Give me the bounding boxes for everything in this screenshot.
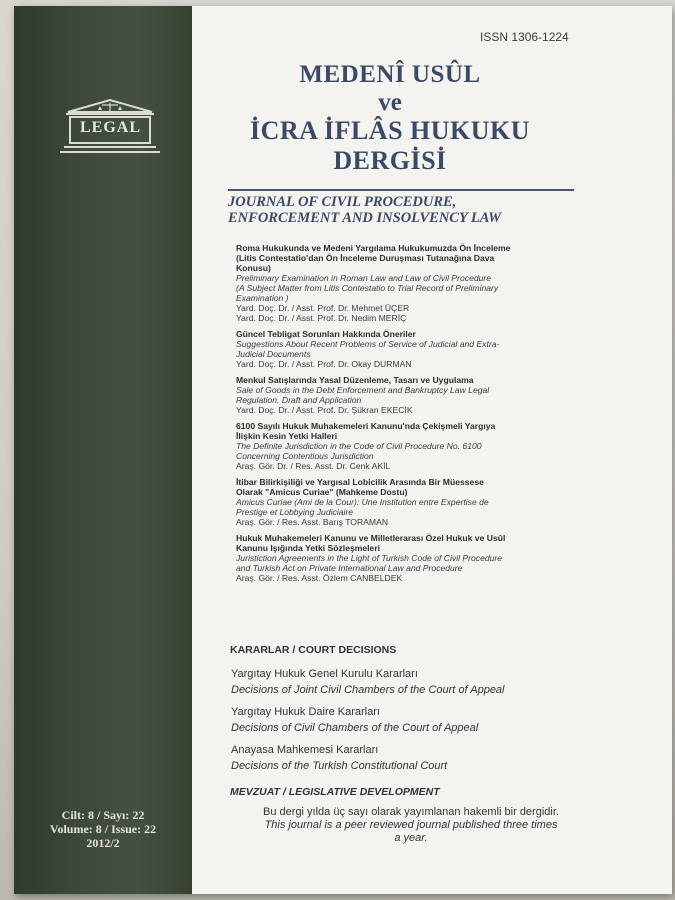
article-title-en: Regulation, Draft and Application	[236, 395, 362, 405]
article-title-tr: Hukuk Muhakemeleri Kanunu ve Milletlerarası Özel Hukuk ve Usûl	[236, 533, 506, 543]
volume-year: 2012/2	[86, 836, 120, 850]
article-title-tr: İlişkin Kesin Yetki Halleri	[236, 431, 338, 441]
journal-english-title	[228, 194, 588, 226]
article-title-tr: Konusu)	[236, 263, 271, 273]
journal-title	[240, 60, 540, 176]
title-line-2: ve	[378, 89, 402, 116]
subtitle-line-2: ENFORCEMENT AND INSOLVENCY LAW	[228, 210, 502, 226]
title-line-1: MEDENÎ USÛL	[299, 61, 481, 88]
article-author: Araş. Gör. / Res. Asst. Özlem CANBELDEK	[236, 573, 403, 583]
article-title-en: Judicial Documents	[236, 349, 311, 359]
article-entry	[236, 477, 588, 527]
article-title-en: Juristiction Agreements in the Light of Turkish Code of Civil Procedure	[236, 553, 503, 563]
note-en-line-1: This journal is a peer reviewed journal published three times	[264, 819, 558, 831]
article-title-en: Preliminary Examination in Roman Law and Law of Civil Procedure	[236, 273, 492, 283]
issn-number: ISSN 1306-1224	[480, 30, 569, 44]
article-title-tr: Roma Hukukunda ve Medeni Yargılama Hukukumuzda Ön İnceleme	[236, 243, 511, 253]
peer-review-note	[226, 806, 596, 845]
article-title-en: Amicus Curiae (Ami de la Cour): Une Institution entre Expertise de	[236, 497, 489, 507]
article-title-en: Examination )	[236, 293, 289, 303]
decision-list	[231, 666, 505, 774]
decision-item-en: Decisions of the Turkish Constitutional Court	[231, 760, 448, 772]
article-title-en: The Definite Jurisdiction in the Code of Civil Procedure No. 6100	[236, 441, 482, 451]
article-title-en: and Turkish Act on Private International Law and Procedure	[236, 563, 463, 573]
decision-item-tr: Yargıtay Hukuk Genel Kurulu Kararları	[231, 668, 418, 680]
article-title-en: (A Subject Matter from Litis Contestatio to Trial Record of Preliminary	[236, 283, 499, 293]
article-entry	[236, 243, 588, 323]
article-title-en: Concerning Contentious Jurisdiction	[236, 451, 374, 461]
article-entry	[236, 375, 588, 415]
article-list	[236, 243, 588, 589]
article-author: Araş. Gör. / Res. Asst. Barış TORAMAN	[236, 517, 389, 527]
article-entry	[236, 533, 588, 583]
volume-tr: Cilt: 8 / Sayı: 22	[61, 808, 145, 822]
subtitle-line-1: JOURNAL OF CIVIL PROCEDURE,	[228, 194, 457, 210]
article-title-tr: Güncel Tebligat Sorunları Hakkında Öneriler	[236, 329, 416, 339]
article-author: Yard. Doç. Dr. / Asst. Prof. Dr. Nedim MERİÇ	[236, 313, 407, 323]
article-title-tr: 6100 Sayılı Hukuk Muhakemeleri Kanunu'nda Çekişmeli Yargıya	[236, 421, 496, 431]
article-title-tr: Olarak "Amicus Curiae" (Mahkeme Dostu)	[236, 487, 408, 497]
note-tr: Bu dergi yılda üç sayı olarak yayımlanan hakemli bir dergidir.	[263, 806, 559, 818]
article-title-en: Suggestions About Recent Problems of Service of Judicial and Extra-	[236, 339, 500, 349]
logo-text: LEGAL	[79, 119, 141, 136]
article-entry	[236, 421, 588, 471]
article-title-tr: Kanunu Işığında Yetki Sözleşmeleri	[236, 543, 381, 553]
article-title-tr: Menkul Satışlarında Yasal Düzenleme, Tasarı ve Uygulama	[236, 375, 474, 385]
decision-item-tr: Yargıtay Hukuk Daire Kararları	[231, 706, 380, 718]
decision-item-en: Decisions of Joint Civil Chambers of the Court of Appeal	[231, 684, 505, 696]
article-entry	[236, 329, 588, 369]
decision-item-tr: Anayasa Mahkemesi Kararları	[231, 744, 379, 756]
article-title-en: Sale of Goods in the Debt Enforcement and Bankruptcy Law Legal	[236, 385, 490, 395]
title-line-4: DERGİSİ	[333, 146, 447, 175]
note-en-line-2: a year.	[394, 832, 428, 844]
volume-en: Volume: 8 / Issue: 22	[49, 822, 157, 836]
article-author: Yard. Doç. Dr. / Asst. Prof. Dr. Mehmet ÜÇER	[236, 303, 410, 313]
title-divider	[228, 189, 574, 191]
article-author: Yard. Doç. Dr. / Asst. Prof. Dr. Okay DURMAN	[236, 359, 412, 369]
decision-item-en: Decisions of Civil Chambers of the Court of Appeal	[231, 722, 479, 734]
decisions-heading: KARARLAR / COURT DECISIONS	[230, 644, 397, 656]
article-title-tr: İtibar Bilirkişiliği ve Yargısal Lobicilik Arasında Bir Müessese	[236, 477, 484, 487]
title-line-3: İCRA İFLÂS HUKUKU	[249, 116, 531, 145]
article-title-en: Prestige et Lobbying Judiciaire	[236, 507, 354, 517]
article-author: Araş. Gör. Dr. / Res. Asst. Dr. Cenk AKİL	[236, 461, 391, 471]
article-author: Yard. Doç. Dr. / Asst. Prof. Dr. Şükran EKECİK	[236, 405, 413, 415]
legislative-heading: MEVZUAT / LEGISLATIVE DEVELOPMENT	[230, 786, 440, 798]
volume-issue	[14, 808, 192, 850]
article-title-tr: (Litis Contestatio'dan Ön İnceleme Duruşması Tutanağına Dava	[236, 253, 495, 263]
